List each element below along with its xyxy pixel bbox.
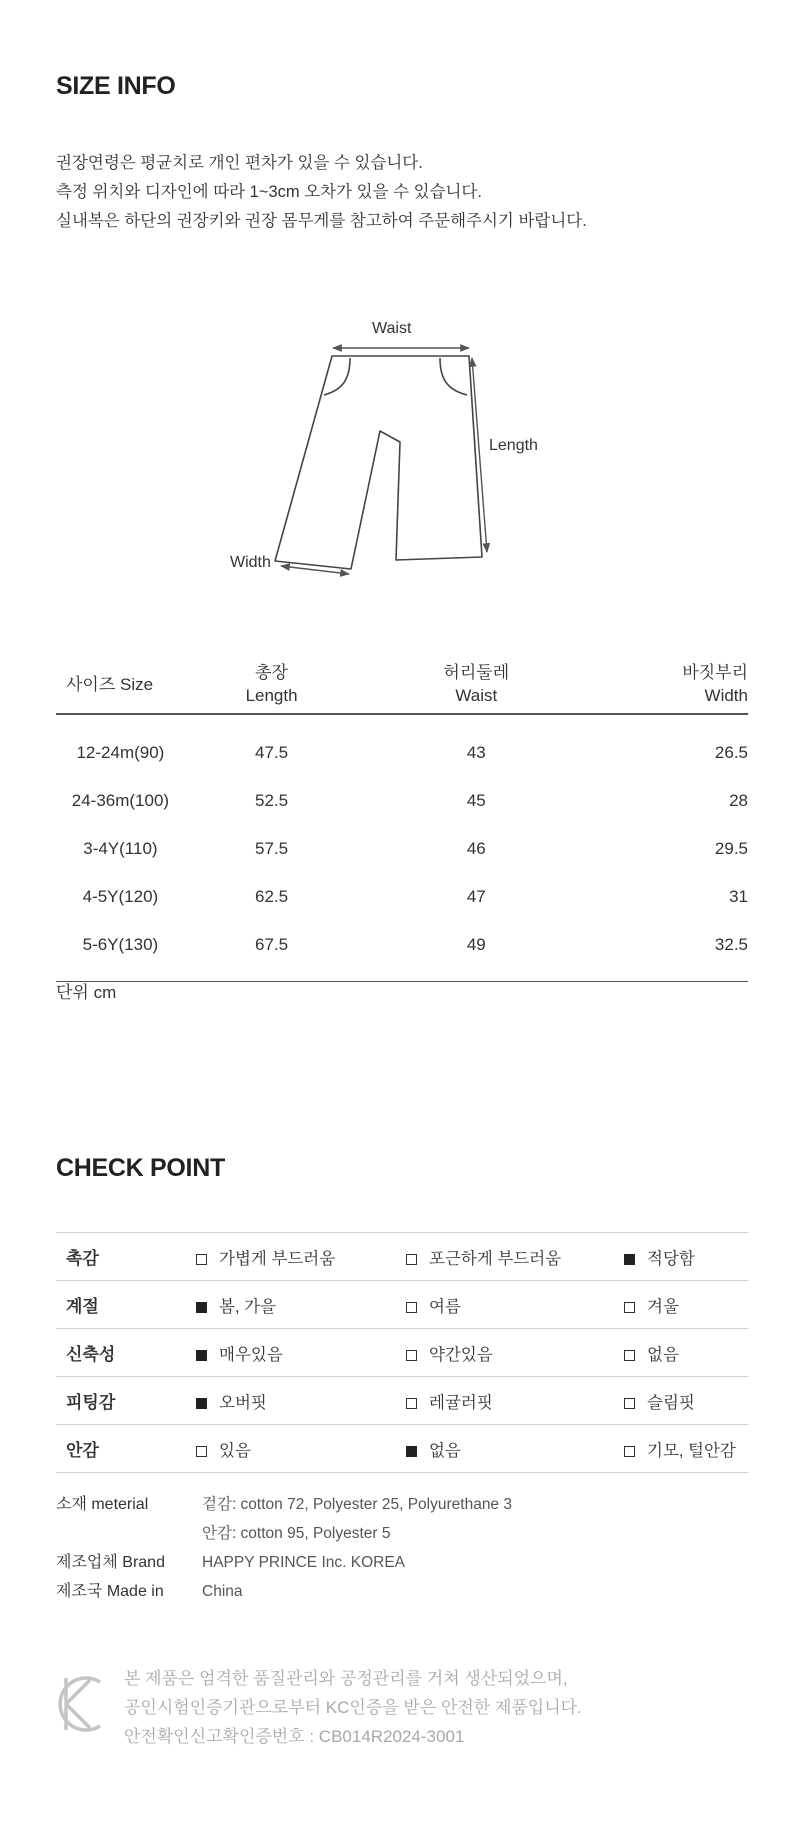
length-cell: 47.5: [255, 743, 289, 762]
header-size: 사이즈 Size: [56, 655, 185, 714]
material-label: 소재 meterial: [56, 1496, 149, 1513]
length-cell: 62.5: [255, 887, 289, 906]
check-option: [406, 1425, 624, 1473]
material-row: [56, 1490, 512, 1519]
waist-cell: 43: [466, 743, 486, 762]
product-info: [56, 1490, 512, 1606]
check-point-title: CHECK POINT: [56, 1154, 225, 1182]
unchecked-box-icon: [406, 1350, 417, 1361]
waist-cell: 46: [466, 839, 486, 858]
size-note: 권장연령은 평균치로 개인 편차가 있을 수 있습니다.: [56, 154, 423, 172]
header-length-ko: 총장: [255, 663, 288, 682]
check-option: [624, 1281, 748, 1329]
size-cell: 24-36m(100): [71, 791, 170, 810]
header-waist-en: Waist: [455, 686, 498, 705]
check-row: [56, 1281, 748, 1329]
check-option-label: 없음: [647, 1345, 679, 1364]
table-row: [56, 873, 748, 921]
check-option-label: 있음: [219, 1441, 251, 1460]
header-waist-ko: 허리둘레: [443, 663, 510, 682]
check-option: [624, 1425, 748, 1473]
unchecked-box-icon: [624, 1302, 635, 1313]
unchecked-box-icon: [406, 1302, 417, 1313]
check-point-table: [56, 1232, 748, 1473]
header-width: [594, 655, 748, 714]
unchecked-box-icon: [624, 1398, 635, 1409]
table-row: [56, 714, 748, 777]
header-waist: [358, 655, 594, 714]
header-length-en: Length: [245, 686, 298, 705]
material-lining-row: [56, 1519, 512, 1548]
check-option-label: 매우있음: [219, 1345, 283, 1364]
table-row: [56, 921, 748, 982]
check-option-label: 겨울: [647, 1297, 679, 1316]
check-category: 촉감: [66, 1249, 99, 1268]
check-option: [196, 1425, 406, 1473]
certification-text: [124, 1664, 582, 1751]
check-category: 계절: [66, 1297, 99, 1316]
checked-box-icon: [196, 1398, 207, 1409]
width-cell: 32.5: [594, 921, 748, 982]
check-category: 피팅감: [66, 1393, 116, 1412]
header-width-en: Width: [704, 686, 748, 705]
size-notes: [56, 149, 587, 236]
origin-value: China: [202, 1583, 243, 1600]
check-option-label: 봄, 가을: [219, 1297, 276, 1316]
pants-measurement-diagram: [230, 320, 560, 582]
check-option: [624, 1377, 748, 1425]
size-note: 측정 위치와 디자인에 따라 1~3cm 오차가 있을 수 있습니다.: [56, 183, 482, 201]
header-width-ko: 바짓부리: [682, 663, 748, 682]
check-row: [56, 1425, 748, 1473]
length-label: Length: [489, 437, 538, 454]
unchecked-box-icon: [406, 1254, 417, 1265]
unit-note: 단위 cm: [56, 983, 117, 1002]
length-cell: 57.5: [255, 839, 289, 858]
check-option: [196, 1281, 406, 1329]
width-cell: 31: [729, 887, 748, 906]
check-option: [406, 1377, 624, 1425]
check-category: 신축성: [66, 1345, 116, 1364]
check-option-label: 오버핏: [219, 1393, 267, 1412]
check-option: [406, 1233, 624, 1281]
size-table: [56, 655, 748, 982]
checked-box-icon: [406, 1446, 417, 1457]
material-lining: 안감: cotton 95, Polyester 5: [202, 1525, 391, 1542]
material-outer: 겉감: cotton 72, Polyester 25, Polyurethane 3: [202, 1496, 512, 1513]
width-cell: 29.5: [714, 839, 748, 858]
check-option: [196, 1329, 406, 1377]
unchecked-box-icon: [196, 1254, 207, 1265]
waist-cell: 45: [466, 791, 486, 810]
width-cell: 28: [729, 791, 748, 810]
check-category: 안감: [66, 1441, 99, 1460]
size-cell: 3-4Y(110): [83, 839, 158, 858]
size-note: 실내복은 하단의 권장키와 권장 몸무게를 참고하여 주문해주시기 바랍니다.: [56, 212, 587, 230]
waist-cell: 49: [358, 921, 594, 982]
check-row: [56, 1329, 748, 1377]
length-cell: 52.5: [255, 791, 289, 810]
brand-row: [56, 1548, 512, 1577]
table-row: [56, 777, 748, 825]
check-option-label: 슬림핏: [647, 1393, 695, 1412]
checked-box-icon: [196, 1350, 207, 1361]
origin-row: [56, 1577, 512, 1606]
unchecked-box-icon: [624, 1446, 635, 1457]
check-option: [196, 1233, 406, 1281]
check-option-label: 기모, 털안감: [647, 1441, 736, 1460]
size-cell: 5-6Y(130): [56, 921, 185, 982]
size-info-title: SIZE INFO: [56, 72, 176, 100]
certification-line: 공인시험인증기관으로부터 KC인증을 받은 안전한 제품입니다.: [124, 1698, 582, 1717]
check-option: [624, 1329, 748, 1377]
unchecked-box-icon: [624, 1350, 635, 1361]
kc-mark-icon: [56, 1674, 106, 1734]
check-option: [406, 1329, 624, 1377]
check-option: [196, 1377, 406, 1425]
check-option-label: 없음: [429, 1441, 461, 1460]
check-row: [56, 1233, 748, 1281]
checked-box-icon: [624, 1254, 635, 1265]
check-row: [56, 1377, 748, 1425]
check-option-label: 레귤러핏: [429, 1393, 493, 1412]
size-table-header: [56, 655, 748, 714]
table-row: [56, 825, 748, 873]
certification-line: 본 제품은 엄격한 품질관리와 공정관리를 거쳐 생산되었으며,: [124, 1669, 568, 1688]
check-option-label: 약간있음: [429, 1345, 493, 1364]
waist-label: Waist: [372, 320, 412, 337]
check-option-label: 포근하게 부드러움: [429, 1249, 562, 1268]
width-cell: 26.5: [714, 743, 748, 762]
size-cell: 4-5Y(120): [82, 887, 159, 906]
check-option: [624, 1233, 748, 1281]
length-cell: 67.5: [185, 921, 358, 982]
unchecked-box-icon: [196, 1446, 207, 1457]
check-option: [406, 1281, 624, 1329]
check-option-label: 여름: [429, 1297, 461, 1316]
brand-value: HAPPY PRINCE Inc. KOREA: [202, 1554, 405, 1571]
waist-cell: 47: [466, 887, 486, 906]
check-option-label: 가볍게 부드러움: [219, 1249, 336, 1268]
certification-line: 안전확인신고확인증번호 : CB014R2024-3001: [124, 1727, 465, 1746]
origin-label: 제조국 Made in: [56, 1583, 164, 1600]
check-option-label: 적당함: [647, 1249, 695, 1268]
size-cell: 12-24m(90): [76, 743, 165, 762]
width-label: Width: [230, 554, 271, 571]
checked-box-icon: [196, 1302, 207, 1313]
brand-label: 제조업체 Brand: [56, 1554, 165, 1571]
header-length: [185, 655, 358, 714]
unchecked-box-icon: [406, 1398, 417, 1409]
